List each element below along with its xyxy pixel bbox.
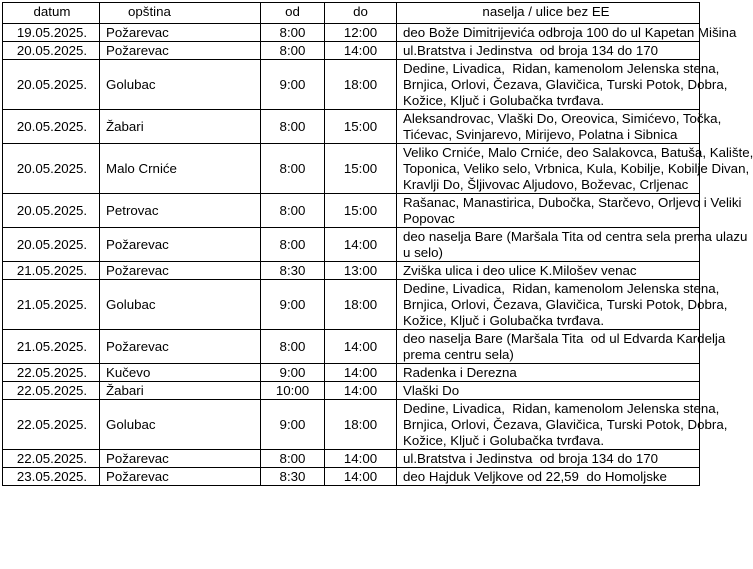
cell-naselja [397,228,748,262]
cell-naselja [397,110,722,144]
naselja-line: Dedine, Livadica, Ridan, kamenolom Jelenska stena, [403,280,720,296]
cell-naselja [397,262,700,280]
cell-datum: 22.05.2025. [3,400,100,450]
cell-datum: 21.05.2025. [3,280,100,330]
table-row [3,194,700,228]
naselja-line: Vlaški Do [403,382,460,398]
naselja-line: Rašanac, Manastirica, Dubočka, Starčevo, Orljevo i Veliki [403,194,742,210]
cell-od: 9:00 [261,364,325,382]
cell-opstina: Požarevac [100,228,261,262]
table-row [3,400,700,450]
table-body [3,24,753,486]
naselja-line: Kožice, Ključ i Golubačka tvrđava. [403,432,605,448]
cell-datum: 20.05.2025. [3,60,100,110]
table-row [3,228,700,262]
cell-do: 18:00 [325,400,397,450]
cell-opstina: Požarevac [100,262,261,280]
header-do: do [325,3,397,24]
table-row [3,450,700,468]
cell-do: 14:00 [325,450,397,468]
header-od: od [261,3,325,24]
cell-do: 13:00 [325,262,397,280]
naselja-line: Kravlji Do, Šljivovac Aljudovo, Boževac, Crljenac [403,176,689,192]
naselja-line: Popovac [403,210,455,226]
cell-naselja [397,24,737,42]
cell-naselja [397,60,728,110]
cell-od: 8:30 [261,262,325,280]
naselja-line: u selo) [403,244,443,260]
naselja-line: Brnjica, Orlovi, Čezava, Glavičica, Turski Potok, Dobra, [403,296,728,312]
cell-opstina: Požarevac [100,330,261,364]
cell-do: 14:00 [325,382,397,400]
cell-od: 8:00 [261,330,325,364]
cell-opstina: Žabari [100,110,261,144]
header-datum: datum [3,3,100,24]
cell-datum: 21.05.2025. [3,330,100,364]
cell-od: 8:00 [261,42,325,60]
cell-naselja [397,364,700,382]
cell-od: 8:00 [261,144,325,194]
cell-datum: 19.05.2025. [3,24,100,42]
cell-datum: 22.05.2025. [3,382,100,400]
table-row [3,24,700,42]
cell-datum: 22.05.2025. [3,450,100,468]
cell-datum: 23.05.2025. [3,468,100,486]
cell-do: 14:00 [325,228,397,262]
cell-naselja [397,280,728,330]
cell-naselja [397,468,700,486]
table-row [3,60,700,110]
header-naselja: naselja / ulice bez EE [397,3,700,24]
cell-naselja [397,42,700,60]
naselja-line: Brnjica, Orlovi, Čezava, Glavičica, Turski Potok, Dobra, [403,76,728,92]
cell-do: 18:00 [325,280,397,330]
table-row [3,42,700,60]
cell-opstina: Golubac [100,400,261,450]
table-row [3,262,700,280]
cell-datum: 22.05.2025. [3,364,100,382]
cell-naselja [397,400,728,450]
table-row [3,144,700,194]
naselja-line: deo naselja Bare (Maršala Tita od ul Edvarda Kardelja [403,330,726,346]
table-row [3,110,700,144]
cell-opstina: Požarevac [100,450,261,468]
cell-opstina: Malo Crniće [100,144,261,194]
cell-do: 14:00 [325,42,397,60]
cell-do: 15:00 [325,144,397,194]
naselja-line: Tićevac, Svinjarevo, Mirijevo, Polatna i Sibnica [403,126,678,142]
table-row [3,364,700,382]
cell-datum: 21.05.2025. [3,262,100,280]
cell-od: 9:00 [261,400,325,450]
cell-od: 10:00 [261,382,325,400]
naselja-line: deo Hajduk Veljkove od 22,59 do Homoljske [403,468,667,484]
cell-naselja [397,144,753,194]
cell-opstina: Žabari [100,382,261,400]
cell-od: 8:00 [261,450,325,468]
naselja-line: Veliko Crniće, Malo Crniće, deo Salakovca, Batuša, Kalište, [403,144,753,160]
cell-do: 14:00 [325,364,397,382]
cell-od: 9:00 [261,280,325,330]
cell-opstina: Požarevac [100,24,261,42]
cell-od: 8:00 [261,110,325,144]
naselja-line: Kožice, Ključ i Golubačka tvrđava. [403,92,605,108]
cell-datum: 20.05.2025. [3,194,100,228]
table-row [3,280,700,330]
cell-naselja [397,382,700,400]
table-row [3,330,700,364]
naselja-line: prema centru sela) [403,346,514,362]
outage-table-wrapper [2,2,753,486]
cell-do: 14:00 [325,468,397,486]
power-outage-table [2,2,753,486]
naselja-line: Brnjica, Orlovi, Čezava, Glavičica, Turski Potok, Dobra, [403,416,728,432]
cell-od: 9:00 [261,60,325,110]
cell-naselja [397,330,726,364]
naselja-line: Zviška ulica i deo ulice K.Milošev venac [403,262,637,278]
naselja-line: ul.Bratstva i Jedinstva od broja 134 do 170 [403,450,659,466]
table-row [3,468,700,486]
cell-od: 8:00 [261,228,325,262]
naselja-line: Dedine, Livadica, Ridan, kamenolom Jelenska stena, [403,60,720,76]
cell-datum: 20.05.2025. [3,42,100,60]
cell-do: 15:00 [325,110,397,144]
table-row [3,382,700,400]
cell-opstina: Golubac [100,60,261,110]
naselja-line: deo Bože Dimitrijevića odbroja 100 do ul Kapetan Mišina [403,24,737,40]
naselja-line: Toponica, Veliko selo, Vrbnica, Kula, Kobilje, Kobilje Divan, [403,160,750,176]
table-header-row [3,3,700,24]
naselja-line: Dedine, Livadica, Ridan, kamenolom Jelenska stena, [403,400,720,416]
cell-od: 8:00 [261,24,325,42]
cell-od: 8:30 [261,468,325,486]
cell-opstina: Golubac [100,280,261,330]
naselja-line: ul.Bratstva i Jedinstva od broja 134 do 170 [403,42,659,58]
naselja-line: Aleksandrovac, Vlaški Do, Oreovica, Simićevo, Točka, [403,110,722,126]
cell-do: 18:00 [325,60,397,110]
cell-naselja [397,450,700,468]
cell-opstina: Petrovac [100,194,261,228]
cell-opstina: Kučevo [100,364,261,382]
naselja-line: Kožice, Ključ i Golubačka tvrđava. [403,312,605,328]
cell-opstina: Požarevac [100,42,261,60]
cell-datum: 20.05.2025. [3,228,100,262]
naselja-line: Radenka i Derezna [403,364,517,380]
cell-datum: 20.05.2025. [3,144,100,194]
cell-do: 14:00 [325,330,397,364]
cell-naselja [397,194,742,228]
cell-do: 12:00 [325,24,397,42]
naselja-line: deo naselja Bare (Maršala Tita od centra sela prema ulazu [403,228,748,244]
cell-do: 15:00 [325,194,397,228]
cell-opstina: Požarevac [100,468,261,486]
cell-od: 8:00 [261,194,325,228]
header-opstina: opština [100,3,261,24]
cell-datum: 20.05.2025. [3,110,100,144]
